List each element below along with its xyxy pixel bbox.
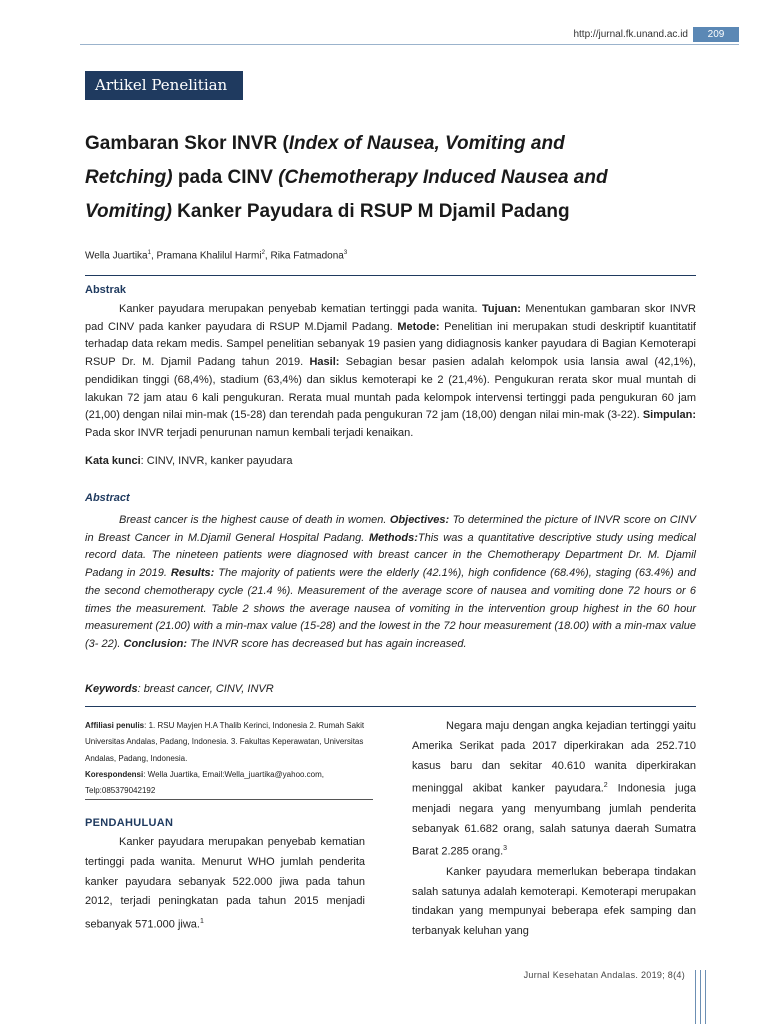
abstract-bottom-rule <box>85 706 696 707</box>
footer-bar-3 <box>705 970 706 1024</box>
title-line-3: Vomiting) Kanker Payudara di RSUP M Djamil Padang <box>85 201 570 222</box>
abstract-body: Breast cancer is the highest cause of death in women. Objectives: To determined the picture of INVR score on CINV in Breast Cancer in M.Djamil General Hospital Padang. Methods:This was a quantitative descriptive study using medical record data. The nineteen patients were diagnosed with breast cancer in the Chemotherapy Department Dr. M. Djamil Padang in 2019. Results: The majority of patients were the elderly (42.1%), high confidence (68.4%), staging (63.4%) and the second chemotherapy cycle (21.4 %). Measurement of the average score of nausea and vomiting done 72 hours or 6 times the measurement. Table 2 shows the average nausea of vomiting in the intervention group highest in the 60 hour measurement (21.00) with a min-max value (15-28) and the lowest in the 72 hour measurement (18.00) with a min-max value (3- 22). Conclusion: The INVR score has decreased but has again increased. <box>85 514 696 650</box>
title-line-2: Retching) pada CINV (Chemotherapy Induced Nausea and <box>85 167 608 188</box>
page-number: 209 <box>693 27 739 42</box>
article-type-badge: Artikel Penelitian <box>85 71 243 100</box>
footer-bar-2 <box>700 970 701 1024</box>
journal-footer: Jurnal Kesehatan Andalas. 2019; 8(4) <box>523 970 685 980</box>
affiliation-rule <box>85 799 373 800</box>
intro-right-column: Negara maju dengan angka kejadian tertinggi yaitu Amerika Serikat pada 2017 diperkirakan ada 252.710 kasus baru dan sekitar 40.610 wanita diperkirakan meninggal akibat kanker payudara.$^2$ Indonesia juga menjadi negara yang menyumbang jumlah penderita sebanyak 61.682 orang, salah satunya daerah Sumatra Barat 2.285 orang.$^3$ Kanker payudara memerlukan beberapa tindakan salah satunya adalah kemoterapi. Kemoterapi merupakan tindakan yang mempunyai beberapa efek samping dan terbanyak keluhan yang <box>412 720 696 938</box>
abstract-top-rule <box>85 275 696 276</box>
kata-kunci: Kata kunci: CINV, INVR, kanker payudara <box>85 455 293 467</box>
author-list: Wella Juartika$^1$, Pramana Khalilul Harmi$^2$, Rika Fatmadona$^3$ <box>85 250 348 262</box>
footer-bar-1 <box>695 970 696 1024</box>
affiliation-block: Affiliasi penulis: 1. RSU Mayjen H.A Thalib Kerinci, Indonesia 2. Rumah Sakit Universitas Andalas, Padang, Indonesia. 3. Fakultas Keperawatan, Universitas Andalas, Padang, Indonesia. Korespondensi: Wella Juartika, Email:Wella_juartika@yahoo.com, Telp:085379042192 <box>85 721 365 796</box>
pendahuluan-heading: PENDAHULUAN <box>85 817 174 829</box>
abstrak-heading: Abstrak <box>85 284 126 296</box>
abstrak-body: Kanker payudara merupakan penyebab kematian tertinggi pada wanita. Tujuan: Menentukan gambaran skor INVR pad CINV pada kanker payudara di RSUP M.Djamil Padang. Metode: Penelitian ini merupakan studi deskriptif kuantitatif terhadap data rekam medis. Sampel penelitian sebanyak 19 pasien yang didiagnosis kanker payudara di Bagian Kemoterapi RSUP Dr. M. Djamil Padang tahun 2019. Hasil: Sebagian besar pasien adalah kelompok usia lansia awal (42,1%), pendidikan tinggi (68,4%), stadium (63,4%) dan siklus kemoterapi ke 2 (21,4%). Pengukuran rerata skor mual muntah di lakukan 72 jam atau 6 kali pengukuran. Rerata mual muntah pada kelompok intervensi tertinggi pada pengukuran 60 jam (21,00) dengan nilai min-mak (15-28) dan terendah pada pengukuran 72 jam (18,00) dengan nilai min-mak (3-22). Simpulan: Pada skor INVR terjadi penurunan namun kembali terjadi kenaikan. <box>85 303 696 439</box>
title-line-1: Gambaran Skor INVR (Index of Nausea, Vomiting and <box>85 133 565 154</box>
header-divider <box>80 44 739 45</box>
keywords: Keywords: breast cancer, CINV, INVR <box>85 683 274 695</box>
article-title <box>85 127 696 229</box>
intro-left-column: Kanker payudara merupakan penyebab kematian tertinggi pada wanita. Menurut WHO jumlah penderita kanker payudara sebanyak 522.000 jiwa pada tahun 2012, terjadi peningkatan pada tahun 2015 menjadi sebanyak 571.000 jiwa.$^1$ <box>85 836 365 931</box>
journal-url[interactable]: http://jurnal.fk.unand.ac.id <box>573 29 688 40</box>
abstract-heading: Abstract <box>85 492 130 504</box>
